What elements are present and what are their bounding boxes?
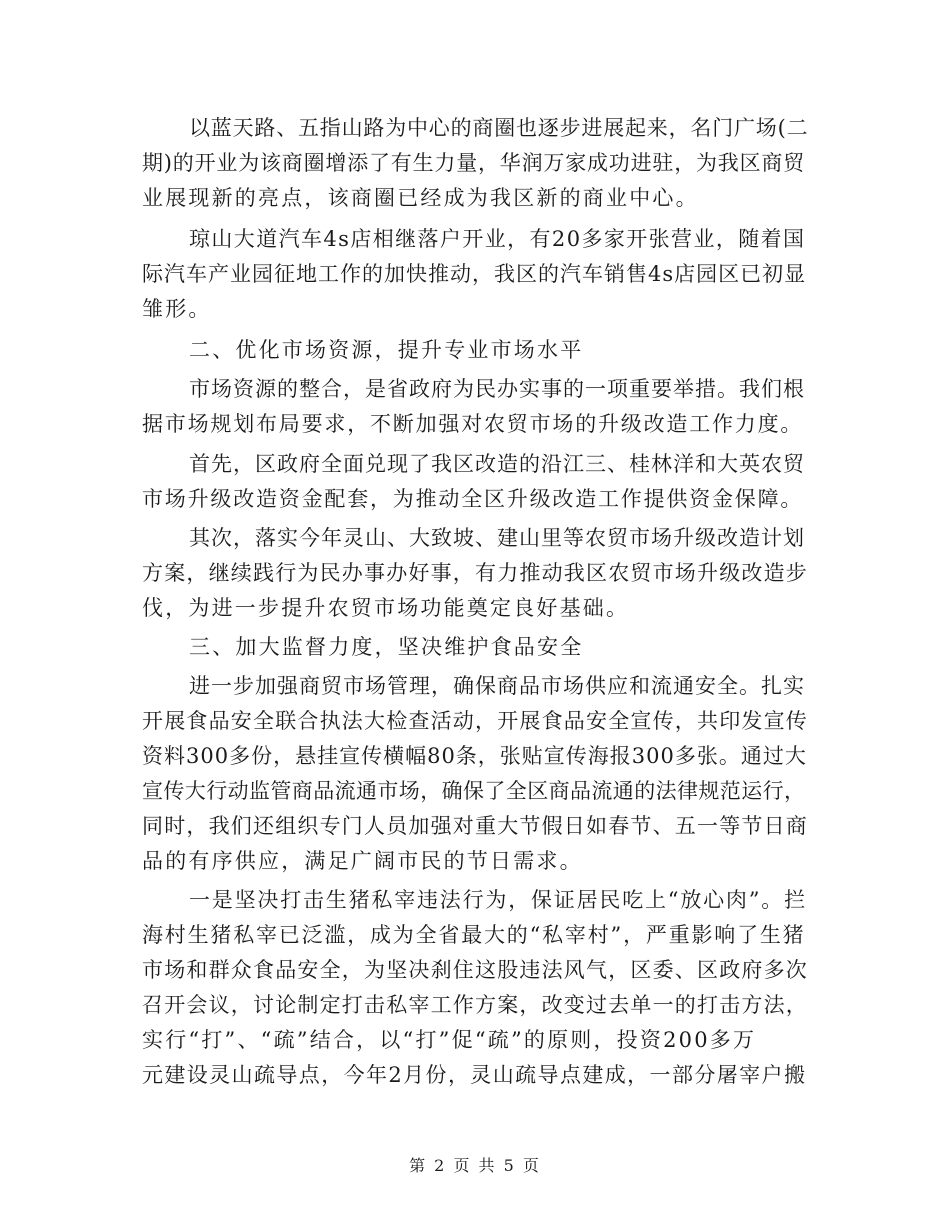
body-text-line: 宣传大行动监管商品流通市场，确保了全区商品流通的法律规范运行， (142, 779, 806, 803)
body-text-line: 召开会议，讨论制定打击私宰工作方案，改变过去单一的打击方法， (142, 993, 808, 1017)
body-text-line: 元建设灵山疏导点，今年2月份，灵山疏导点建成，一部分屠宰户搬 (142, 1063, 807, 1087)
body-text-line: 据市场规划布局要求，不断加强对农贸市场的升级改造工作力度。 (142, 412, 804, 436)
body-text-line: 伐，为进一步提升农贸市场功能奠定良好基础。 (142, 596, 630, 620)
body-text-line: 业展现新的亮点，该商圈已经成为我区新的商业中心。 (142, 186, 699, 210)
body-text-line: 开展食品安全联合执法大检查活动，开展食品安全宣传，共印发宣传 (142, 709, 808, 733)
body-text-line: 品的有序供应，满足广阔市民的节日需求。 (142, 849, 583, 873)
body-text-line: 方案，继续践行为民办事办好事，有力推动我区农贸市场升级改造步 (142, 561, 808, 585)
body-text-line: 同时，我们还组织专门人员加强对重大节假日如春节、五一等节日商 (142, 814, 808, 838)
section-heading: 三、加大监督力度，坚决维护食品安全 (189, 635, 584, 659)
body-text-line: 际汽车产业园征地工作的加快推动，我区的汽车销售4s店园区已初显 (142, 262, 807, 286)
body-text-line: 以蓝天路、五指山路为中心的商圈也逐步进展起来，名门广场(二 (189, 116, 809, 140)
section-heading: 二、优化市场资源，提升专业市场水平 (189, 338, 584, 362)
body-text-line: 实行“打”、“疏”结合，以“打”促“疏”的原则，投资200多万 (142, 1028, 757, 1052)
body-text-line: 市场资源的整合，是省政府为民办实事的一项重要举措。我们根 (189, 377, 805, 401)
body-text-line: 进一步加强商贸市场管理，确保商品市场供应和流通安全。扎实 (189, 674, 805, 698)
body-text-line: 资料300多份，悬挂宣传横幅80条，张贴宣传海报300多张。通过大 (142, 744, 807, 768)
body-text-line: 雏形。 (142, 297, 212, 321)
body-text-line: 一是坚决打击生猪私宰违法行为，保证居民吃上“放心肉”。拦 (189, 888, 807, 912)
body-text-line: 市场和群众食品安全，为坚决刹住这股违法风气，区委、区政府多次 (142, 958, 808, 982)
body-text-line: 期)的开业为该商圈增添了有生力量，华润万家成功进驻，为我区商贸 (142, 151, 805, 175)
body-text-line: 海村生猪私宰已泛滥，成为全省最大的“私宰村”，严重影响了生猪 (142, 923, 806, 947)
body-text-line: 其次，落实今年灵山、大致坡、建山里等农贸市场升级改造计划 (189, 526, 805, 550)
body-text-line: 首先，区政府全面兑现了我区改造的沿江三、桂林洋和大英农贸 (189, 452, 805, 476)
body-text-line: 琼山大道汽车4s店相继落户开业，有20多家开张营业，随着国 (189, 227, 806, 251)
page-number-footer: 第 2 页 共 5 页 (409, 1156, 541, 1175)
body-text-line: 市场升级改造资金配套，为推动全区升级改造工作提供资金保障。 (142, 487, 804, 511)
